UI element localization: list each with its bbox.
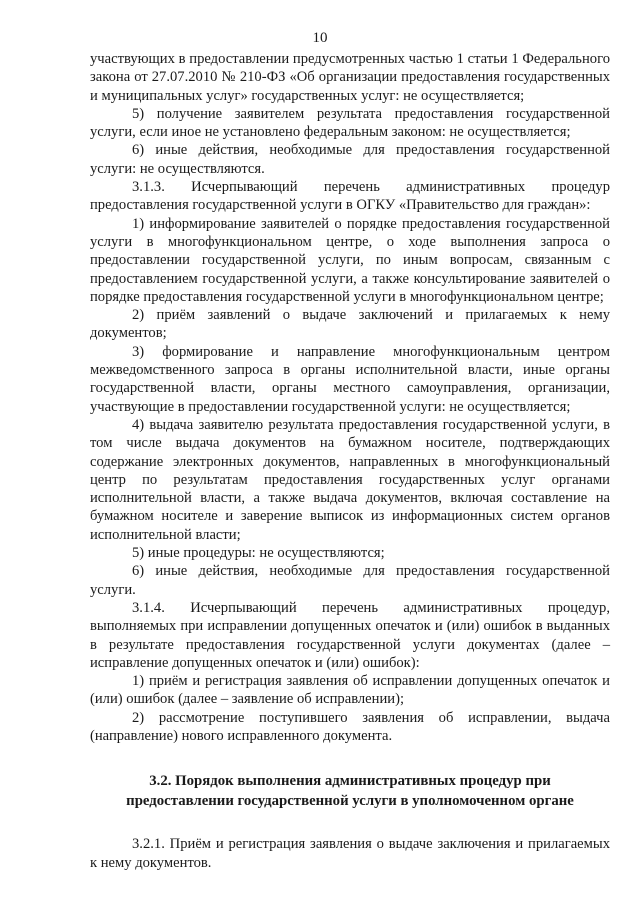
paragraph: 6) иные действия, необходимые для предоставления государственной услуги.: [90, 563, 610, 598]
paragraph: 3.1.4. Исчерпывающий перечень административных процедур, выполняемых при исправлении допущенных опечаток и (или) ошибок в выданных в результате предоставления государственной услуги документах (далее – исправление допущенных опечаток и (или) ошибок):: [90, 599, 610, 671]
paragraph: 5) получение заявителем результата предоставления государственной услуги, если иное не установлено федеральным законом: не осуществляется;: [90, 105, 610, 141]
paragraph: 3.2.1. Приём и регистрация заявления о выдаче заключения и прилагаемых к нему документов.: [90, 836, 610, 871]
paragraph: 4) выдача заявителю результата предоставления государственной услуги, в том числе выдача документов на бумажном носителе, подтверждающих содержание электронных документов, направленных в многофункциональный центр по результатам предоставления государственных услуг органами исполнительной власти, а также выдача документов, включая составление на бумажном носителе и заверение выписок из информационных систем органов исполнительной власти;: [90, 416, 610, 543]
paragraph: 5) иные процедуры: не осуществляются;: [132, 545, 385, 562]
section-heading-line-2: предоставлении государственной услуги в уполномоченном органе: [126, 793, 574, 810]
paragraph: 2) рассмотрение поступившего заявления об исправлении, выдача (направление) нового исправленного документа.: [90, 709, 610, 744]
page-number: 10: [312, 30, 328, 46]
paragraph: 3.1.3. Исчерпывающий перечень административных процедур предоставления государственной услуги в ОГКУ «Правительство для граждан»:: [90, 179, 610, 214]
paragraph-group-after: [90, 835, 610, 872]
paragraph: 2) приём заявлений о выдаче заключений и прилагаемых к нему документов;: [90, 307, 610, 342]
section-heading: [90, 771, 610, 811]
section-heading-line-1: 3.2. Порядок выполнения административных процедур при: [149, 773, 551, 790]
paragraph: участвующих в предоставлении предусмотренных частью 1 статьи 1 Федерального закона от 27.07.2010 № 210-ФЗ «Об организации предоставления государственных и муниципальных услуг» государственных услуг: не осуществляется;: [90, 51, 610, 104]
paragraph: 1) информирование заявителей о порядке предоставления государственной услуги в многофункциональном центре, о ходе выполнения запроса о предоставлении государственной услуги, по иным вопросам, связанным с предоставлением государственной услуги, а также консультирование заявителей о порядке предоставления государственной услуги в многофункциональном центре;: [90, 215, 610, 305]
paragraph: 6) иные действия, необходимые для предоставления государственной услуги: не осуществляются.: [90, 142, 610, 177]
document-body: [90, 50, 610, 872]
paragraph: 3) формирование и направление многофункциональным центром межведомственного запроса в органы исполнительной власти, иные органы государственной власти, органы местного самоуправления, организации, участвующие в предоставлении государственной услуги: не осуществляется;: [90, 343, 610, 415]
paragraph: 1) приём и регистрация заявления об исправлении допущенных опечаток и (или) ошибок (далее – заявление об исправлении);: [90, 673, 610, 708]
paragraph-group-before: [90, 50, 610, 745]
